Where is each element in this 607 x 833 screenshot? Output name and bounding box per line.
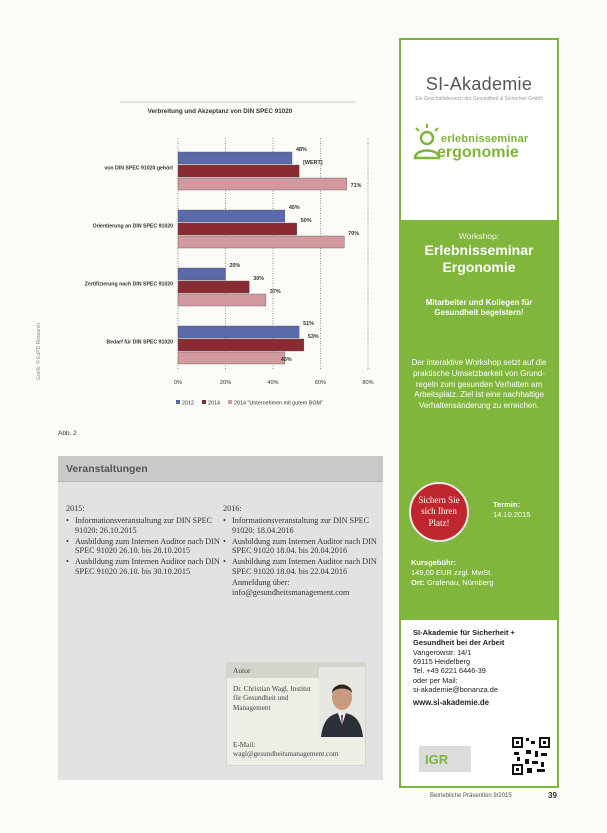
category-label: Orientierung an DIN SPEC 91020 bbox=[92, 223, 173, 230]
data-label: 70% bbox=[348, 231, 360, 237]
author-label: Autor bbox=[227, 663, 365, 678]
events-col-2016 bbox=[223, 504, 383, 598]
data-label: 37% bbox=[269, 289, 281, 295]
event-item: • Ausbildung zum Internen Auditor nach DIN SPEC 91020 26.10. bis 30.10.2015 bbox=[66, 557, 226, 577]
events-header bbox=[58, 456, 383, 482]
workshop-description: Der interaktive Workshop setzt auf die praktische Umsetzbarkeit von Grund-regeln zum gesunden Verhalten am Arbeitsplatz. Ziel ist eine nachhaltige Verhaltensänderung zu erreichen. bbox=[411, 358, 547, 411]
event-item: • Ausbildung zum Internen Auditor nach DIN SPEC 91020 18.04. bis 20.04.2016 bbox=[223, 537, 383, 557]
x-tick-label: 20% bbox=[219, 380, 232, 386]
chart-svg bbox=[58, 100, 383, 420]
bar bbox=[178, 152, 292, 164]
fee-value: 149,00 EUR zzgl. MwSt. bbox=[411, 568, 493, 578]
qr-code-icon[interactable] bbox=[511, 736, 551, 776]
legend-label: 2014 "Unternehmen mit gutem BGM" bbox=[234, 400, 323, 407]
event-item: • Informationsveranstaltung zur DIN SPEC 91020: 18.04.2016 bbox=[223, 516, 383, 536]
place-value: Grafenau, Nürnberg bbox=[426, 578, 494, 588]
data-label: 45% bbox=[280, 357, 292, 363]
author-email bbox=[233, 741, 361, 760]
figure-caption: Abb. 2 bbox=[58, 430, 77, 437]
event-item: • Ausbildung zum Internen Auditor nach DIN SPEC 91020 26.10. bis 28.10.2015 bbox=[66, 537, 226, 557]
brand-title: SI-Akademie bbox=[425, 74, 533, 94]
author-email-address[interactable]: wagl@gesundheitsmanagement.com bbox=[233, 750, 339, 759]
bar bbox=[178, 210, 285, 222]
fee-label: Kursgebühr: bbox=[411, 558, 456, 567]
org-city: 69115 Heidelberg bbox=[413, 656, 471, 666]
bar bbox=[178, 268, 226, 280]
org-mail[interactable]: si-akademie@bonanza.de bbox=[413, 685, 498, 695]
legend-swatch bbox=[176, 400, 180, 404]
workshop-title: Erlebnisseminar Ergonomie bbox=[424, 242, 534, 275]
data-label: 48% bbox=[296, 147, 307, 153]
workshop-panel bbox=[401, 220, 557, 620]
org-phone: Tel. +49 6221 6446-39 bbox=[413, 666, 486, 676]
page-number: 39 bbox=[548, 791, 557, 800]
x-tick-label: 0% bbox=[173, 380, 183, 386]
workshop-label: Workshop: bbox=[458, 231, 500, 241]
bar bbox=[178, 178, 347, 190]
termin-label: Termin: bbox=[493, 500, 520, 509]
workshop-fee bbox=[411, 558, 494, 588]
x-tick-label: 60% bbox=[314, 380, 327, 386]
chart-title: Verbreitung und Akzeptanz von DIN SPEC 91020 bbox=[147, 108, 293, 115]
bar bbox=[178, 281, 249, 293]
org-website[interactable]: www.si-akademie.de bbox=[413, 697, 489, 707]
events-year: 2016: bbox=[223, 504, 242, 513]
partner-logo-text: IGR bbox=[425, 752, 449, 767]
event-item: • Informationsveranstaltung zur DIN SPEC 91020: 26.10.2015 bbox=[66, 516, 226, 536]
bar bbox=[178, 339, 304, 351]
category-label: Zertifizierung nach DIN SPEC 91020 bbox=[84, 281, 173, 288]
bar bbox=[178, 165, 299, 177]
data-label: 71% bbox=[350, 183, 362, 189]
event-item: • Ausbildung zum Internen Auditor nach DIN SPEC 91020 18.04. bis 22.04.2016 bbox=[223, 557, 383, 577]
bar bbox=[178, 326, 299, 338]
partner-logo-icon bbox=[419, 746, 471, 772]
journal-footer: Betriebliche Prävention 9/2015 bbox=[430, 793, 512, 799]
events-registration: Anmeldung über: info@gesundheitsmanagement.com bbox=[232, 577, 350, 597]
legend-swatch bbox=[228, 400, 232, 404]
workshop-subtitle: Mitarbeiter und Kollegen für Gesundheit begeistern! bbox=[425, 298, 533, 318]
author-name: Dr. Christian Wagl, Institut für Gesundheit und Management bbox=[233, 685, 311, 712]
org-name: SI-Akademie für Sicherheit + Gesundheit bei der Arbeit bbox=[413, 628, 515, 647]
workshop-date bbox=[493, 500, 531, 520]
termin-value: 14.10.2015 bbox=[493, 509, 531, 519]
events-heading: Veranstaltungen bbox=[66, 463, 148, 475]
place-label: Ort: bbox=[411, 578, 425, 588]
brand-subtitle: Ein Geschäftsbereich der Gesundheit & Sicherheit GmbH bbox=[415, 96, 543, 102]
events-col-2015 bbox=[66, 504, 226, 578]
author-email-label: E-Mail: bbox=[233, 741, 256, 749]
category-label: von DIN SPEC 91020 gehört bbox=[104, 165, 173, 172]
category-label: Bedarf für DIN SPEC 91020 bbox=[106, 339, 173, 346]
ad-column bbox=[399, 38, 559, 788]
bar bbox=[178, 223, 297, 235]
org-street: Vangerowstr. 14/1 bbox=[413, 647, 472, 657]
bar-chart bbox=[58, 100, 383, 420]
legend-label: 2012 bbox=[182, 400, 194, 407]
contact-block bbox=[413, 628, 553, 708]
data-label: [WERT] bbox=[303, 160, 323, 166]
side-credit: Grafik: © EuPD Research bbox=[36, 322, 42, 380]
data-label: 53% bbox=[307, 334, 319, 340]
data-label: 50% bbox=[300, 218, 312, 224]
bar bbox=[178, 236, 344, 248]
bar bbox=[178, 352, 285, 364]
legend-swatch bbox=[202, 400, 206, 404]
logo-text-2: ergonomie bbox=[437, 144, 519, 161]
events-year: 2015: bbox=[66, 504, 85, 513]
logo-text-1: erlebnisseminar bbox=[441, 133, 529, 145]
legend-label: 2014 bbox=[208, 400, 220, 407]
author-box bbox=[226, 662, 366, 766]
org-or-mail: oder per Mail: bbox=[413, 675, 458, 685]
data-label: 45% bbox=[288, 205, 300, 211]
author-photo bbox=[319, 667, 365, 737]
bar bbox=[178, 294, 266, 306]
data-label: 51% bbox=[303, 321, 314, 327]
data-label: 20% bbox=[229, 263, 241, 269]
data-label: 30% bbox=[253, 276, 265, 282]
x-tick-label: 80% bbox=[362, 380, 374, 386]
signup-badge[interactable]: Sichern Sie sich Ihren Platz! bbox=[409, 482, 469, 542]
x-tick-label: 40% bbox=[267, 380, 279, 386]
